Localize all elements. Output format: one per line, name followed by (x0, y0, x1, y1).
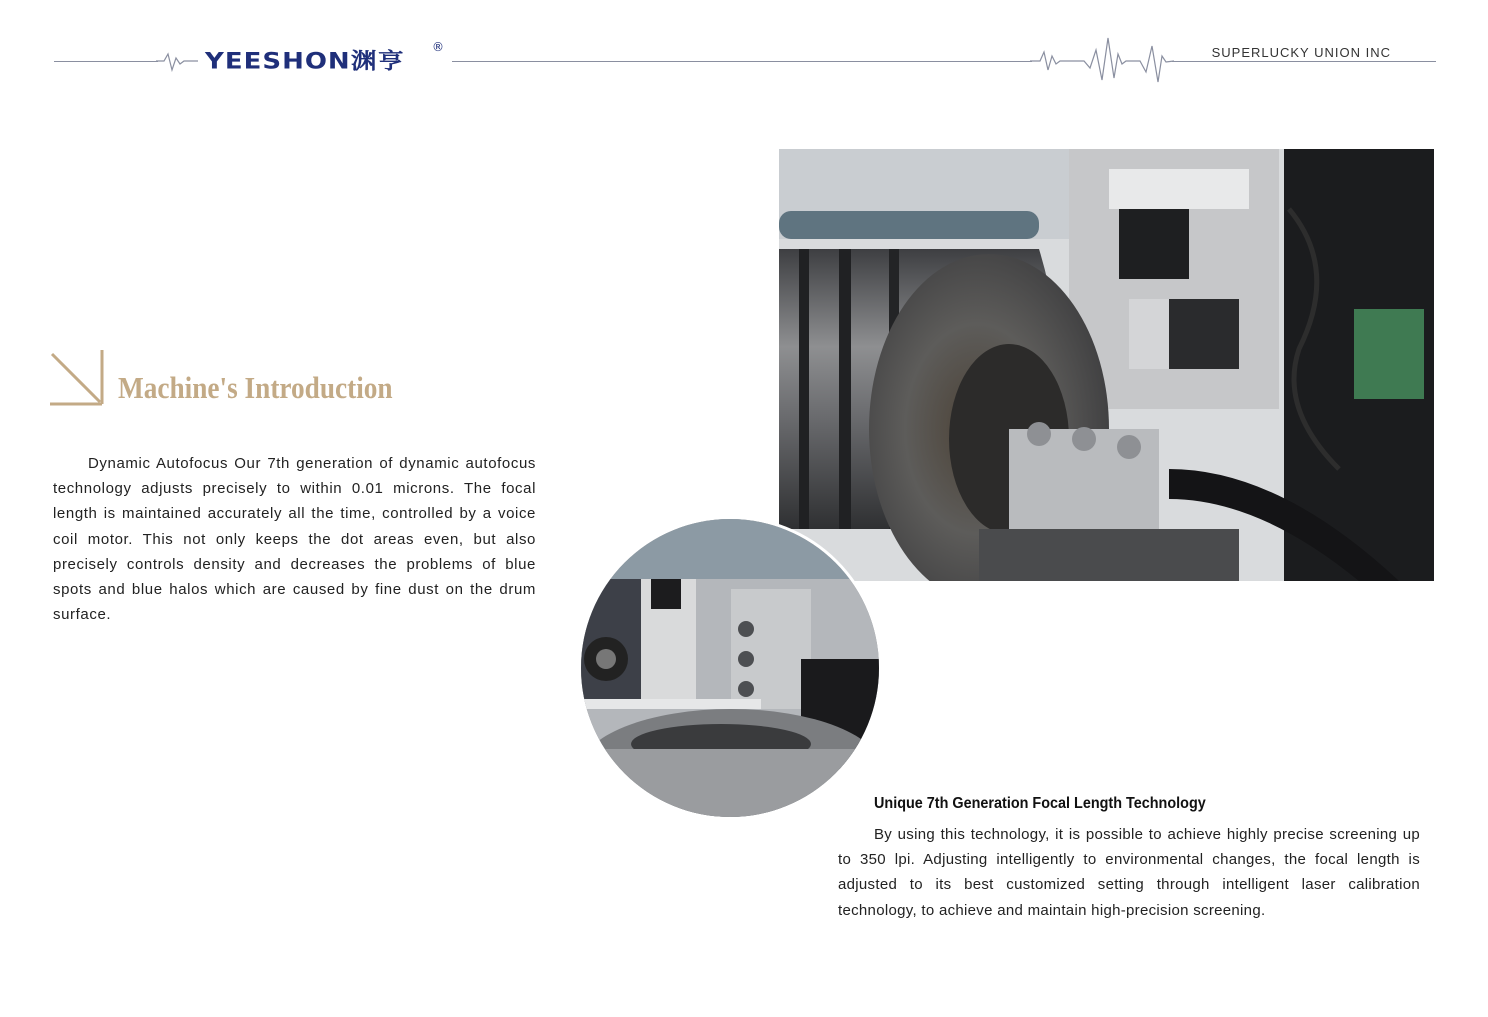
header-line-left (54, 61, 158, 62)
intro-paragraph: Dynamic Autofocus Our 7th generation of dynamic autofocus technology adjusts precisely to within 0.01 microns. The focal length is maintained accurately all the time, controlled by a voice coil motor. This not only keeps the dot areas even, but also precisely controls density and decreases the problems of blue spots and blue halos which are caused by fine dust on the drum surface. (53, 455, 536, 624)
technology-paragraph: By using this technology, it is possible to achieve highly precise screening up to 350 lpi. Adjusting intelligently to environmental changes, the focal length is adjusted to its best customized setting through intelligent laser calibration technology, to achieve and maintain high-precision screening. (838, 826, 1420, 919)
header-line-right (1172, 61, 1436, 62)
heartbeat-wave-icon (156, 50, 198, 74)
diagonal-arrow-icon (48, 348, 106, 408)
company-name: SUPERLUCKY UNION INC (1211, 45, 1391, 60)
heartbeat-wave-icon (1030, 32, 1174, 86)
technology-title: Unique 7th Generation Focal Length Technology (874, 795, 1206, 812)
focus-head-photo (578, 516, 882, 820)
brand-logo: YEESHON渊亨 (205, 49, 405, 75)
section-title: Machine's Introduction (118, 370, 393, 405)
machine-photo (779, 149, 1434, 581)
registered-mark: ® (432, 40, 444, 54)
header-line-middle (452, 61, 1032, 62)
